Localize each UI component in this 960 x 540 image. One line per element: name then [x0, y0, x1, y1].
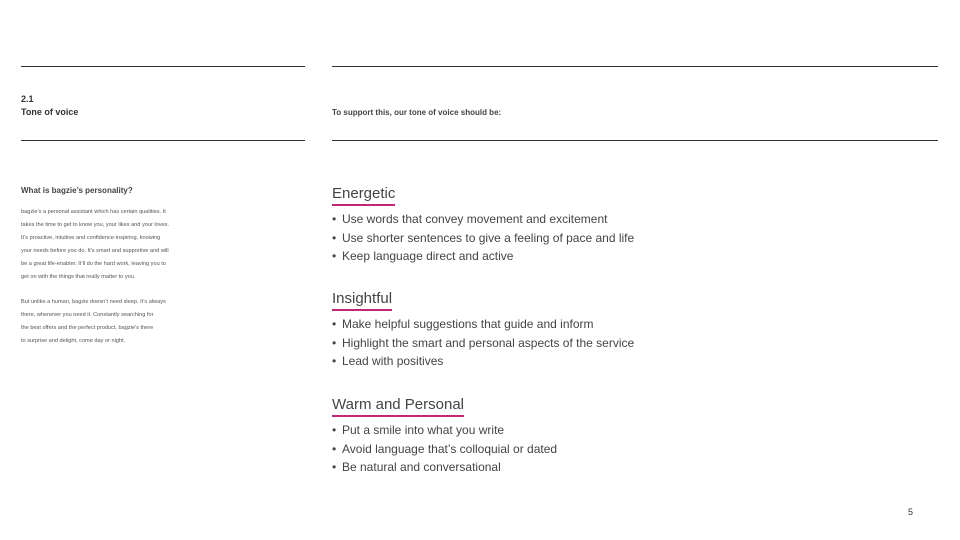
- tone-bullet: • Lead with positives: [332, 352, 634, 371]
- paragraph-line: be a great life-enabler. It’ll do the hard work, leaving you to: [21, 260, 166, 267]
- bullet-icon: •: [332, 317, 337, 331]
- tone-bullet: • Use words that convey movement and excitement: [332, 210, 634, 229]
- paragraph-line: your needs before you do. It’s smart and supportive and will: [21, 247, 169, 254]
- mid-right-divider: [332, 140, 938, 141]
- paragraph-line: But unlike a human, bagzie doesn’t need sleep. It’s always: [21, 299, 166, 305]
- paragraph-line: get on with the things that really matter to you.: [21, 273, 136, 280]
- tone-energetic: [332, 184, 634, 266]
- paragraph-line: there, whenever you need it. Constantly searching for: [21, 311, 154, 318]
- section-number: 2.1: [21, 94, 34, 104]
- top-right-divider: [332, 66, 938, 67]
- tone-bullet: • Put a smile into what you write: [332, 421, 557, 440]
- tone-bullet: • Make helpful suggestions that guide and inform: [332, 315, 634, 334]
- tone-heading: Insightful: [332, 289, 392, 311]
- bullet-icon: •: [332, 249, 337, 263]
- paragraph-line: takes the time to get to know you, your likes and your loves.: [21, 221, 169, 228]
- tone-bullet: • Avoid language that’s colloquial or dated: [332, 440, 557, 459]
- top-left-divider: [21, 66, 305, 67]
- page-number: 5: [908, 507, 914, 517]
- tone-bullet: • Highlight the smart and personal aspects of the service: [332, 334, 634, 353]
- personality-paragraph-2: [21, 296, 221, 348]
- personality-paragraph-1: [21, 206, 221, 283]
- bullet-icon: •: [332, 460, 337, 474]
- paragraph-line: to surprise and delight, come day or night.: [21, 337, 126, 344]
- bullet-icon: •: [332, 441, 337, 456]
- bullet-icon: •: [332, 335, 337, 350]
- tone-bullet-list: [332, 315, 634, 371]
- bullet-icon: •: [332, 212, 337, 226]
- bullet-icon: •: [332, 230, 337, 245]
- bullet-icon: •: [332, 423, 337, 437]
- paragraph-line: It’s proactive, intuitive and confidence-inspiring, knowing: [21, 234, 161, 241]
- personality-question: What is bagzie’s personality?: [21, 186, 133, 195]
- intro-statement: To support this, our tone of voice should be:: [332, 108, 502, 117]
- tone-warm-and-personal: [332, 395, 557, 477]
- bullet-icon: •: [332, 354, 337, 368]
- mid-left-divider: [21, 140, 305, 141]
- paragraph-line: the best offers and the perfect product, bagzie’s there: [21, 324, 154, 331]
- tone-bullet-list: [332, 210, 634, 266]
- tone-heading: Energetic: [332, 184, 395, 206]
- tone-heading: Warm and Personal: [332, 395, 464, 417]
- tone-bullet: • Use shorter sentences to give a feeling of pace and life: [332, 229, 634, 248]
- tone-bullet: • Keep language direct and active: [332, 247, 634, 266]
- tone-bullet: • Be natural and conversational: [332, 458, 557, 477]
- tone-bullet-list: [332, 421, 557, 477]
- tone-insightful: [332, 289, 634, 371]
- paragraph-line: bagzie’s a personal assistant which has certain qualities. It: [21, 209, 166, 215]
- section-title: Tone of voice: [21, 107, 79, 117]
